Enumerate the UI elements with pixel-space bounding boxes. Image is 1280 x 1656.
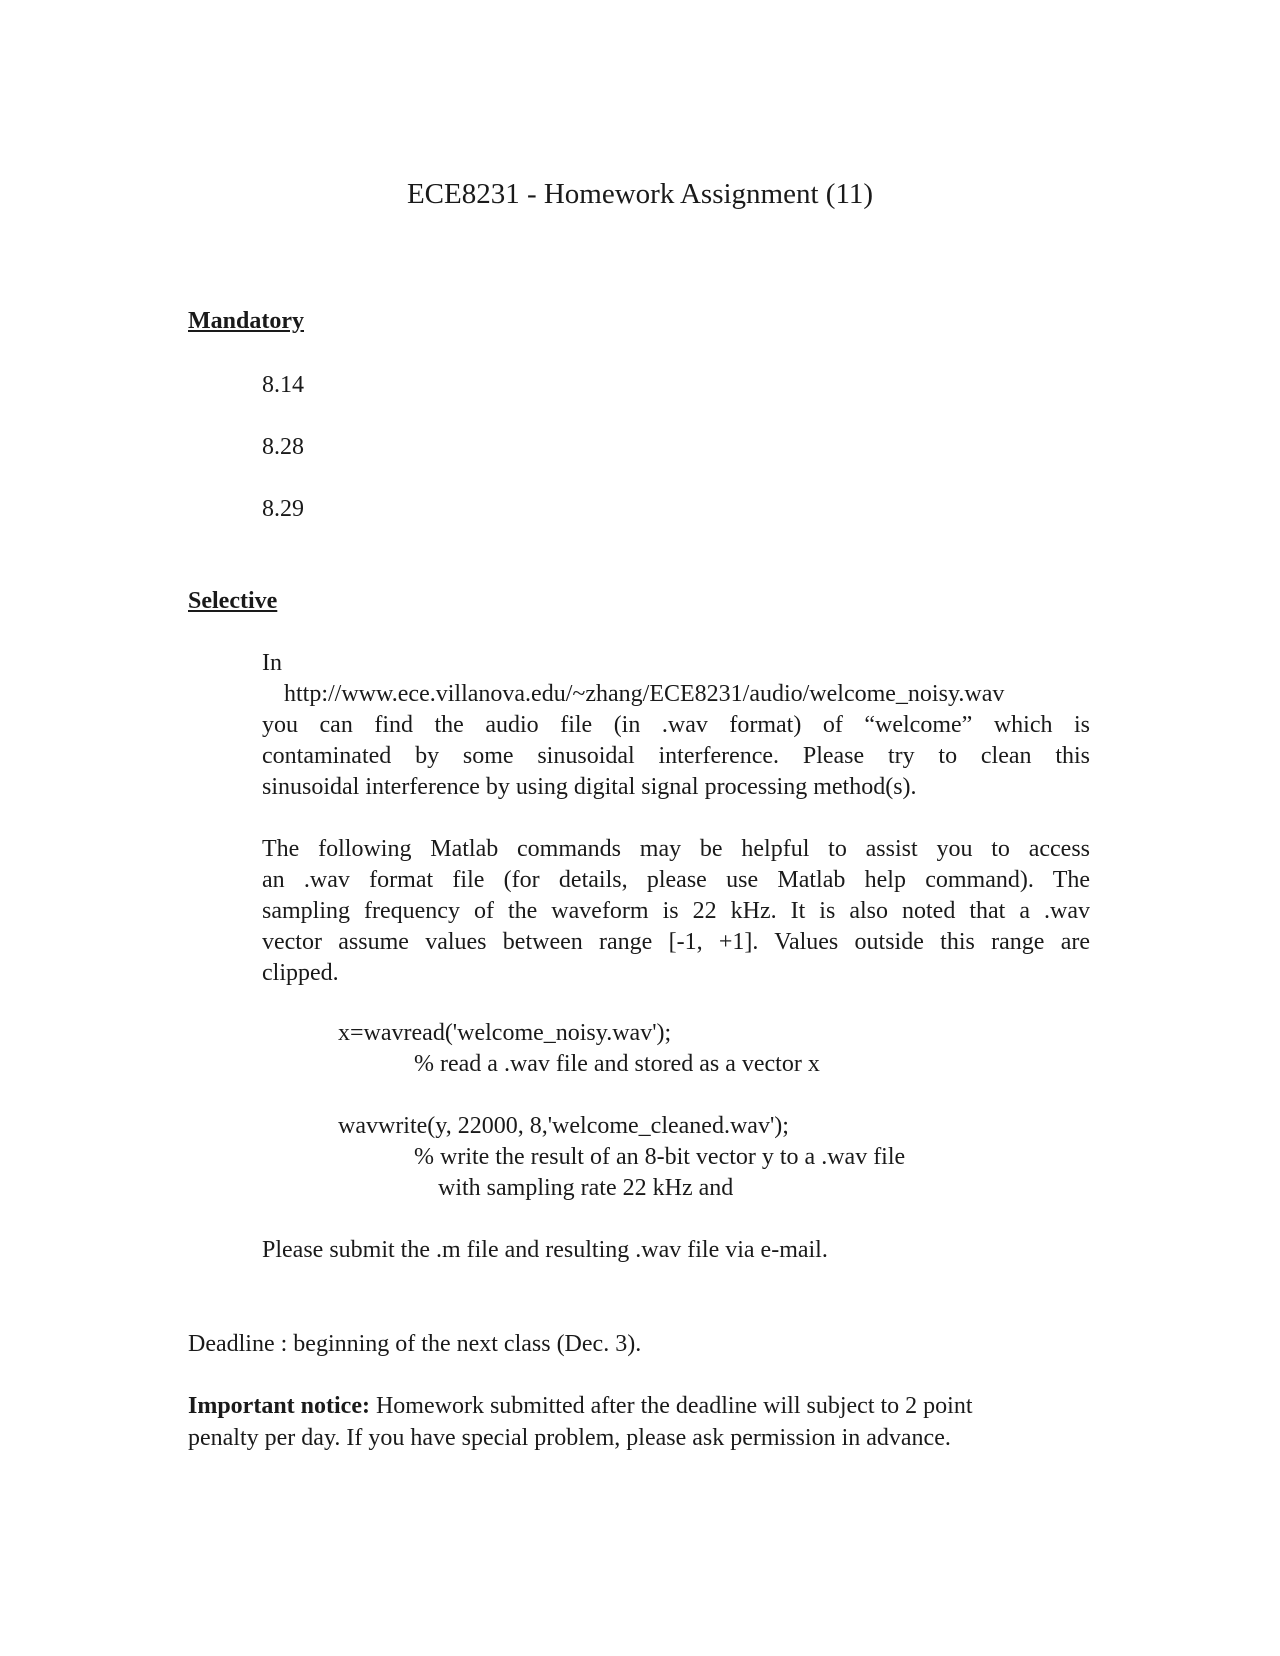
deadline: Deadline : beginning of the next class (Dec. 3).	[188, 1331, 642, 1357]
paragraph-1-line-2: contaminated by some sinusoidal interference. Please try to clean this	[262, 743, 1090, 769]
notice-label: Important notice:	[188, 1393, 370, 1419]
paragraph-2-line-4: vector assume values between range [-1, +1]. Values outside this range are	[262, 929, 1090, 955]
submit-instructions: Please submit the .m file and resulting .wav file via e-mail.	[262, 1237, 828, 1263]
important-notice	[188, 1390, 1088, 1454]
code-read-comment: % read a .wav file and stored as a vector x	[414, 1051, 820, 1077]
selective-heading: Selective	[188, 588, 278, 614]
paragraph-1-line-3: sinusoidal interference by using digital signal processing method(s).	[262, 774, 917, 800]
paragraph-2-line-3: sampling frequency of the waveform is 22 kHz. It is also noted that a .wav	[262, 898, 1090, 924]
code-write-command: wavwrite(y, 22000, 8,'welcome_cleaned.wav');	[338, 1113, 789, 1139]
page-title: ECE8231 - Homework Assignment (11)	[406, 178, 874, 210]
code-write-comment-1: % write the result of an 8-bit vector y to a .wav file	[414, 1144, 906, 1170]
mandatory-heading: Mandatory	[188, 308, 304, 334]
paragraph-2-line-1: The following Matlab commands may be helpful to assist you to access	[262, 836, 1090, 862]
mandatory-item-2: 8.28	[262, 434, 304, 460]
selective-intro-word: In	[262, 650, 282, 676]
code-read-command: x=wavread('welcome_noisy.wav');	[338, 1020, 672, 1046]
paragraph-1-line-1: you can find the audio file (in .wav format) of “welcome” which is	[262, 712, 1090, 738]
mandatory-item-3: 8.29	[262, 496, 304, 522]
audio-url: http://www.ece.villanova.edu/~zhang/ECE8231/audio/welcome_noisy.wav	[284, 681, 1005, 707]
paragraph-2-line-2: an .wav format file (for details, please use Matlab help command). The	[262, 867, 1090, 893]
notice-line-1: Homework submitted after the deadline will subject to 2 point	[369, 1393, 973, 1419]
code-write-comment-2: with sampling rate 22 kHz and	[438, 1175, 734, 1201]
notice-line-2: penalty per day. If you have special problem, please ask permission in advance.	[188, 1425, 951, 1451]
mandatory-item-1: 8.14	[262, 372, 304, 398]
selective-paragraph-2	[262, 834, 1090, 989]
selective-paragraph-1	[262, 710, 1090, 803]
paragraph-2-line-5: clipped.	[262, 960, 339, 986]
